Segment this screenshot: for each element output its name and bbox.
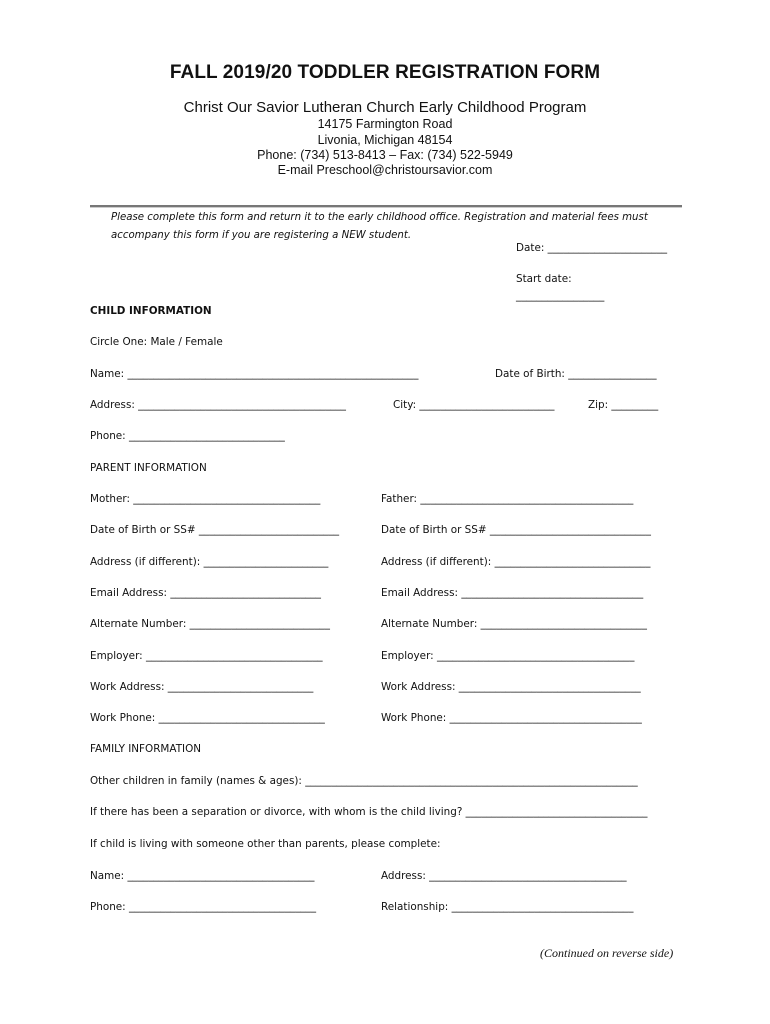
father-dob-field[interactable]: Date of Birth or SS# _______________________________ [381,524,651,536]
child-information-heading: CHILD INFORMATION [90,305,212,317]
guardian-address-field[interactable]: Address: ______________________________________ [381,870,627,882]
instructions [111,209,671,244]
header-divider-shadow [90,207,682,208]
father-alternate-number-field[interactable]: Alternate Number: ________________________________ [381,618,647,630]
mother-work-address-field[interactable]: Work Address: ____________________________ [90,681,314,693]
form-title: FALL 2019/20 TODDLER REGISTRATION FORM [169,62,601,83]
other-children-field[interactable]: Other children in family (names & ages): ________________________________________________________________ [90,775,638,787]
mother-employer-field[interactable]: Employer: __________________________________ [90,650,323,662]
child-gender-field[interactable]: Circle One: Male / Female [90,336,223,348]
street-address: 14175 Farmington Road [317,117,453,131]
guardian-relationship-field[interactable]: Relationship: ___________________________________ [381,901,634,913]
phone-fax: Phone: (734) 513-8413 – Fax: (734) 522-5949 [257,148,513,162]
child-name-field[interactable]: Name: ________________________________________________________ [90,368,419,380]
child-dob-field[interactable]: Date of Birth: _________________ [495,368,657,380]
start-date-label: Start date: [516,273,572,285]
date-field[interactable]: Date: _______________________ [516,242,668,254]
instructions-line-2: accompany this form if you are registering a NEW student. [111,229,412,241]
city-state-zip: Livonia, Michigan 48154 [317,133,453,147]
father-work-phone-field[interactable]: Work Phone: _____________________________________ [381,712,642,724]
father-work-address-field[interactable]: Work Address: ___________________________________ [381,681,641,693]
mother-name-field[interactable]: Mother: ____________________________________ [90,493,321,505]
mother-address-field[interactable]: Address (if different): ________________________ [90,556,329,568]
child-address-field[interactable]: Address: ________________________________________ [90,399,346,411]
mother-dob-field[interactable]: Date of Birth or SS# ___________________________ [90,524,340,536]
father-email-field[interactable]: Email Address: ___________________________________ [381,587,644,599]
mother-email-field[interactable]: Email Address: _____________________________ [90,587,321,599]
start-date-field[interactable]: _________________ [516,290,605,302]
separation-custody-field[interactable]: If there has been a separation or divorce, with whom is the child living? ___________________________________ [90,806,648,818]
mother-alternate-number-field[interactable]: Alternate Number: ___________________________ [90,618,330,630]
father-employer-field[interactable]: Employer: ______________________________________ [381,650,635,662]
child-city-field[interactable]: City: __________________________ [393,399,555,411]
contact-email: E-mail Preschool@christoursavior.com [277,163,493,177]
guardian-phone-field[interactable]: Phone: ____________________________________ [90,901,317,913]
parent-information-heading: PARENT INFORMATION [90,462,207,474]
continued-note: (Continued on reverse side) [540,946,674,960]
child-zip-field[interactable]: Zip: _________ [588,399,659,411]
guardian-name-field[interactable]: Name: ____________________________________ [90,870,315,882]
mother-work-phone-field[interactable]: Work Phone: ________________________________ [90,712,325,724]
organization-name: Christ Our Savior Lutheran Church Early Childhood Program [183,99,587,116]
child-phone-field[interactable]: Phone: ______________________________ [90,430,285,442]
father-name-field[interactable]: Father: _________________________________________ [381,493,634,505]
guardian-instructions: If child is living with someone other than parents, please complete: [90,838,441,850]
father-address-field[interactable]: Address (if different): ______________________________ [381,556,651,568]
family-information-heading: FAMILY INFORMATION [90,743,202,755]
instructions-line-1: Please complete this form and return it to the early childhood office. Registration and material fees must [111,212,648,223]
